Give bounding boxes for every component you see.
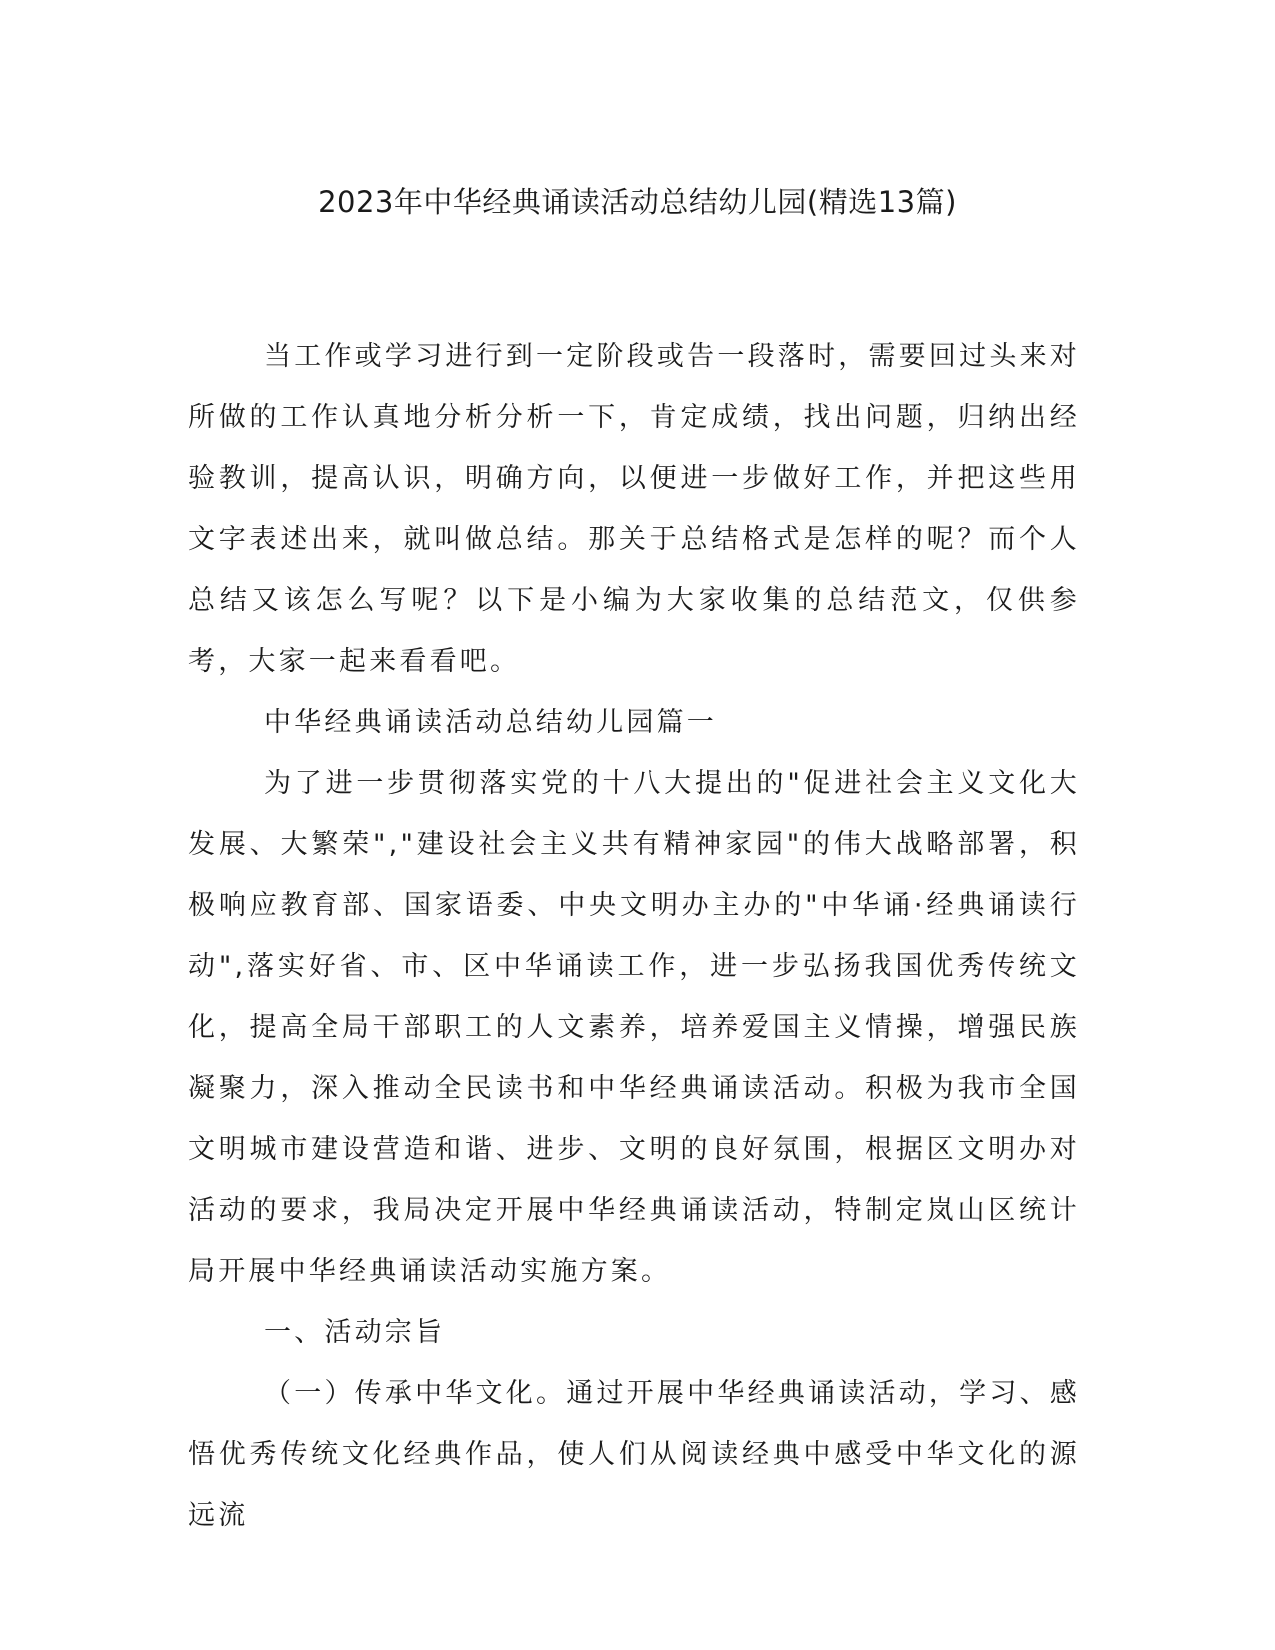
document-title: 2023年中华经典诵读活动总结幼儿园(精选13篇) [318,185,957,219]
section-heading-part-one: 中华经典诵读活动总结幼儿园篇一 [264,707,717,738]
background-paragraph: 为了进一步贯彻落实党的十八大提出的"促进社会主义文化大发展、大繁荣","建设社会主义共有精神家园"的伟大战略部署，积极响应教育部、国家语委、中央文明办主办的"中华诵·经典诵读行动",落实好省、市、区中华诵读工作，进一步弘扬我国优秀传统文化，提高全局干部职工的人文素养，培养爱国主义情操，增强民族凝聚力，深入推动全民读书和中华经典诵读活动。积极为我市全国文明城市建设营造和谐、进步、文明的良好氛围，根据区文明办对活动的要求，我局决定开展中华经典诵读活动，特制定岚山区统计局开展中华经典诵读活动实施方案。 [188,768,1080,1287]
purpose-item-one-paragraph: （一）传承中华文化。通过开展中华经典诵读活动，学习、感悟优秀传统文化经典作品，使人们从阅读经典中感受中华文化的源远流 [188,1378,1080,1531]
intro-paragraph: 当工作或学习进行到一定阶段或告一段落时，需要回过头来对所做的工作认真地分析分析一下，肯定成绩，找出问题，归纳出经验教训，提高认识，明确方向，以便进一步做好工作，并把这些用文字表述出来，就叫做总结。那关于总结格式是怎样的呢？而个人总结又该怎么写呢？以下是小编为大家收集的总结范文，仅供参考，大家一起来看看吧。 [188,341,1080,677]
document-body [188,326,1080,1546]
section-heading-purpose: 一、活动宗旨 [264,1317,446,1348]
